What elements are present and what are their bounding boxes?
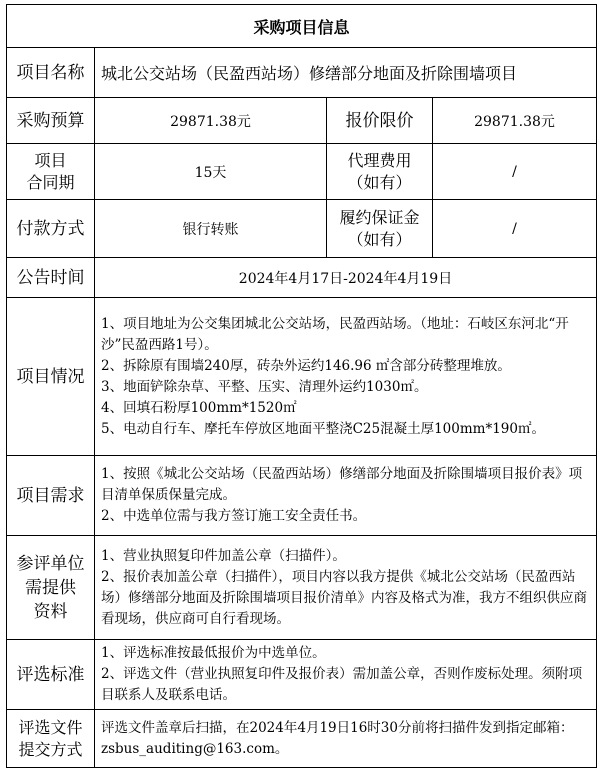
criteria-label: 评选标准: [7, 640, 95, 710]
price-limit-label: 报价限价: [327, 98, 433, 144]
criteria-content: [95, 640, 597, 710]
deposit-label: [327, 200, 433, 258]
project-situation-label: 项目情况: [7, 298, 95, 456]
contract-period-value: 15天: [95, 144, 327, 200]
row-notice-time: [7, 258, 597, 298]
materials-content: [95, 536, 597, 640]
requirement-item-2: 2、中选单位需与我方签订施工安全责任书。: [101, 508, 367, 524]
situation-item-2: 2、拆除原有围墙240厚，砖杂外运约146.96 ㎡含部分砖整理堆放。: [101, 357, 511, 374]
situation-item-5: 5、电动自行车、摩托车停放区地面平整浇C25混凝土厚100mm*190㎡。: [101, 420, 545, 437]
requirements-content: [95, 456, 597, 536]
material-item-1: 1、营业执照复印件加盖公章（扫描件）。: [101, 547, 346, 564]
criteria-item-2: 2、评选文件（营业执照复印件及报价表）需加盖公章，否则作废标处理。须附项目联系人及联系电话。: [101, 666, 583, 703]
requirements-label: 项目需求: [7, 456, 95, 536]
project-name-value: 城北公交站场（民盈西站场）修缮部分地面及折除围墙项目: [95, 48, 597, 98]
materials-label: [7, 536, 95, 640]
deposit-label-line2: （如有）: [347, 229, 412, 249]
deposit-value: /: [433, 200, 597, 258]
requirement-item-1: 1、按照《城北公交站场（民盈西站场）修缮部分地面及折除围墙项目报价表》项目清单保质保量完成。: [101, 466, 583, 503]
submission-label-line1: 评选文件: [18, 717, 83, 737]
agency-fee-label: [327, 144, 433, 200]
submission-content: 评选文件盖章后扫描，在2024年4月19日16时30分前将扫描件发到指定邮箱：zsbus_auditing@163.com。: [95, 710, 597, 768]
materials-label-line2: 需提供: [25, 577, 76, 598]
criteria-item-1: 1、评选标准按最低报价为中选单位。: [101, 645, 326, 661]
materials-label-line1: 参评单位: [16, 553, 85, 574]
price-limit-value: 29871.38元: [433, 98, 597, 144]
row-submission: [7, 710, 597, 768]
row-budget: [7, 98, 597, 144]
row-payment: [7, 200, 597, 258]
submission-label-line2: 提交方式: [18, 739, 83, 759]
project-name-label: 项目名称: [7, 48, 95, 98]
notice-time-label: 公告时间: [7, 258, 95, 298]
submission-label: [7, 710, 95, 768]
row-requirements: [7, 456, 597, 536]
budget-label: 采购预算: [7, 98, 95, 144]
procurement-info-table: [6, 4, 597, 768]
situation-item-4: 4、回填石粉厚100mm*1520㎡: [101, 399, 297, 416]
agency-fee-label-line1: 代理费用: [347, 150, 412, 170]
table-title: 采购项目信息: [7, 5, 597, 48]
agency-fee-label-line2: （如有）: [347, 172, 412, 192]
agency-fee-value: /: [433, 144, 597, 200]
budget-value: 29871.38元: [95, 98, 327, 144]
project-situation-content: [95, 298, 597, 456]
material-item-2: 2、报价表加盖公章（扫描件），项目内容以我方提供《城北公交站场（民盈西站场）修缮部分地面及折除围墙项目报价清单》内容及格式为准，我方不组织供应商看现场，供应商可自行看现场。: [101, 568, 587, 627]
materials-label-line3: 资料: [33, 601, 68, 622]
situation-item-1: 1、项目地址为公交集团城北公交站场，民盈西站场。（地址：石岐区东河北“开沙”民盈西路1号）。: [101, 315, 569, 353]
row-project-situation: [7, 298, 597, 456]
payment-label: 付款方式: [7, 200, 95, 258]
notice-time-value: 2024年4月17日-2024年4月19日: [95, 258, 597, 298]
contract-period-label: [7, 144, 95, 200]
deposit-label-line1: 履约保证金: [339, 207, 420, 227]
row-materials: [7, 536, 597, 640]
contract-period-label-line1: 项目: [34, 150, 67, 170]
situation-item-3: 3、地面铲除杂草、平整、压实、清理外运约1030㎡。: [101, 378, 428, 395]
contract-period-label-line2: 合同期: [26, 172, 75, 192]
row-criteria: [7, 640, 597, 710]
row-project-name: [7, 48, 597, 98]
row-contract-period: [7, 144, 597, 200]
payment-value: 银行转账: [95, 200, 327, 258]
